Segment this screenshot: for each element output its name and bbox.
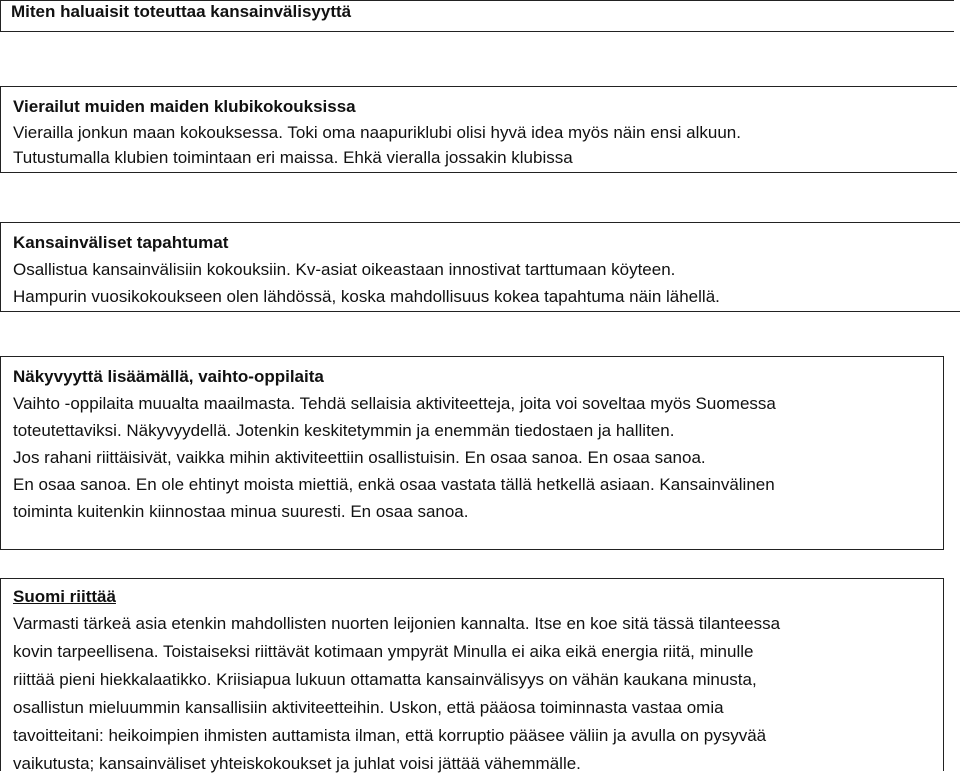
header-bar: [0, 0, 954, 32]
section-title: Näkyvyyttä lisäämällä, vaihto-oppilaita: [13, 367, 324, 386]
section-text-line: tavoitteitani: heikoimpien ihmisten auttamista ilman, että korruptio pääsee väliin ja avulla on pysyvää: [13, 726, 767, 745]
section-text-line: Hampurin vuosikokoukseen olen lähdössä, koska mahdollisuus kokea tapahtuma näin lähellä.: [13, 287, 720, 306]
section-text-line: Tutustumalla klubien toimintaan eri maissa. Ehkä vieralla jossakin klubissa: [13, 148, 573, 167]
page-title: Miten haluaisit toteuttaa kansainvälisyyttä: [11, 2, 352, 21]
section-text-line: kovin tarpeellisena. Toistaiseksi riittävät kotimaan ympyrät Minulla ei aika eikä energia riitä, minulle: [13, 642, 754, 661]
section-title: Vierailut muiden maiden klubikokouksissa: [13, 97, 356, 116]
section-text-line: osallistun mieluummin kansallisiin aktiviteetteihin. Uskon, että pääosa toiminnasta vastaa omia: [13, 698, 724, 717]
section-text-line: toteutettaviksi. Näkyvyydellä. Jotenkin keskitetymmin ja enemmän tiedostaen ja halliten.: [13, 421, 675, 440]
section-visibility-exchange: [0, 356, 944, 550]
section-text-line: Jos rahani riittäisivät, vaikka mihin aktiviteettiin osallistuisin. En osaa sanoa. En osaa sanoa.: [13, 448, 706, 467]
section-title: Suomi riittää: [13, 587, 116, 606]
section-text-line: Osallistua kansainvälisiin kokouksiin. Kv-asiat oikeastaan innostivat tarttumaan köyteen.: [13, 260, 676, 279]
section-text-line: Vierailla jonkun maan kokouksessa. Toki oma naapuriklubi olisi hyvä idea myös näin ensi alkuun.: [13, 123, 741, 142]
section-visits: [0, 86, 957, 173]
section-text-line: vaikutusta; kansainväliset yhteiskokoukset ja juhlat voisi jättää vähemmälle.: [13, 754, 581, 773]
section-title: Kansainväliset tapahtumat: [13, 233, 229, 252]
section-finland-enough: [0, 578, 944, 771]
section-text-line: toiminta kuitenkin kiinnostaa minua suuresti. En osaa sanoa.: [13, 502, 469, 521]
section-international-events: [0, 222, 960, 312]
section-text-line: riittää pieni hiekkalaatikko. Kriisiapua lukuun ottamatta kansainvälisyys on vähän kaukana minusta,: [13, 670, 757, 689]
section-text-line: Varmasti tärkeä asia etenkin mahdollisten nuorten leijonien kannalta. Itse en koe sitä tässä tilanteessa: [13, 614, 781, 633]
section-text-line: En osaa sanoa. En ole ehtinyt moista miettiä, enkä osaa vastata tällä hetkellä asiaan. Kansainvälinen: [13, 475, 775, 494]
section-text-line: Vaihto -oppilaita muualta maailmasta. Tehdä sellaisia aktiviteetteja, joita voi soveltaa myös Suomessa: [13, 394, 776, 413]
